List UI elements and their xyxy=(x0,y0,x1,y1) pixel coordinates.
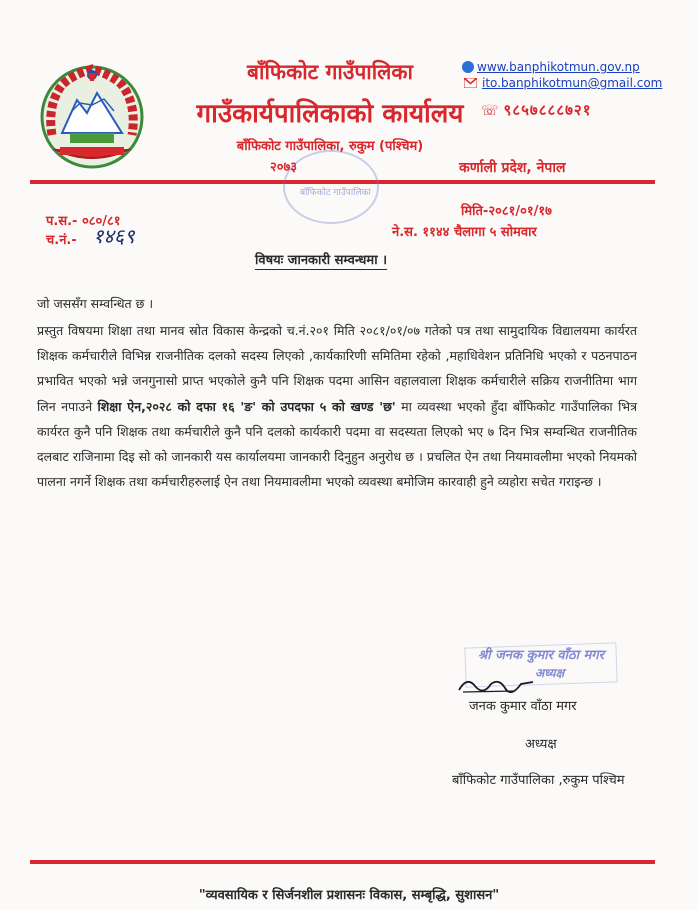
letter-body: प्रस्तुत विषयमा शिक्षा तथा मानव स्रोत विकास केन्द्रको च.नं.२०१ मिति २०८१/०१/०७ गतेको पत्र तथा सामुदायिक विद्यालयमा कार्यरत शिक्षक कर्मचारीले विभिन्न राजनीतिक दलको सदस्य लिएको ,कार्यकारिणी समितिमा रहेको ,महाधिवेशन प्रतिनिधि भएको र पठनपाठन प्रभावित भएको भन्ने जनगुनासो प्राप्त भएकोले कुनै पनि शिक्षक पदमा आसिन वहालवाला शिक्षक कर्मचारीले सक्रिय राजनीतिमा भाग लिन नपाउने शिक्षा ऐन,२०२८ को दफा १६ 'ङ' को उपदफा ५ को खण्ड 'छ' मा व्यवस्था भएको हुँदा बाँफिकोट गाउँपालिका भित्र कार्यरत कुनै पनि शिक्षक तथा कर्मचारीले कुनै पनि दलको कार्यकारी पदमा वा सदस्यता लिएको भए ७ दिन भित्र सम्वन्धित राजनीतिक दलबाट राजिनामा दिइ सो को जानकारी यस कार्यालयमा जानकारी दिनुहुन अनुरोध छ । प्रचलित ऐन तथा नियमावलीमा भएको नियमको पालना नगर्ने शिक्षक तथा कर्मचारीहरुलाई ऐन तथा नियमावलीमा भएको व्यवस्था बमोजिम कारवाही हुने व्यहोरा सचेत गराइन्छ । xyxy=(37,323,637,490)
nepal-emblem-icon xyxy=(32,55,152,175)
gmail-icon xyxy=(464,78,477,88)
signature-stamp-role: अध्यक्ष xyxy=(535,666,565,680)
signatory-role: अध्यक्ष xyxy=(525,737,557,752)
chalani-label: च.नं.- xyxy=(46,233,77,248)
globe-icon xyxy=(462,61,474,73)
province-text: कर्णाली प्रदेश, नेपाल xyxy=(459,160,566,176)
website-link[interactable] xyxy=(462,60,640,74)
email-text: ito.banphikotmun@gmail.com xyxy=(482,76,663,90)
letter-date: मिति-२०८१/०१/१७ xyxy=(461,204,552,219)
letter-greeting: जो जससँग सम्वन्धित छ । xyxy=(37,296,154,311)
municipality-name: बाँफिकोट गाउँपालिका xyxy=(247,60,413,84)
signatory-name: जनक कुमार वाँठा मगर xyxy=(469,699,577,714)
footer-divider xyxy=(30,860,655,864)
website-text: www.banphikotmun.gov.np xyxy=(477,60,640,74)
established-year: २०७३ xyxy=(270,160,298,175)
chalani-number-handwritten: १४६९ xyxy=(93,224,135,248)
signature-stamp-name: श्री जनक कुमार वाँठा मगर xyxy=(478,648,604,663)
handwritten-signature xyxy=(455,672,535,698)
legal-reference: शिक्षा ऐन,२०२८ को दफा १६ 'ङ' को उपदफा ५ को खण्ड 'छ' xyxy=(97,398,396,414)
signatory-office: बाँफिकोट गाउँपालिका ,रुकुम पश्चिम xyxy=(452,773,625,788)
phone-icon: ☏ xyxy=(481,103,500,119)
phone-number: ☏ ९८५७८८८७२१ xyxy=(481,101,592,119)
nepal-sambat-date: ने.स. ११४४ चैलागा ५ सोमवार xyxy=(392,225,537,240)
letter-subject: विषयः जानकारी सम्वन्धमा । xyxy=(255,250,387,270)
office-seal-text: बाँफिकोट गाउँपालिका xyxy=(300,188,371,198)
email-link[interactable] xyxy=(464,76,662,90)
office-name: गाउँकार्यपालिकाको कार्यालय xyxy=(196,99,464,129)
office-address: बाँफिकोट गाउँपालिका, रुकुम (पश्चिम) xyxy=(236,139,424,154)
footer-motto: "व्यवसायिक र सिर्जनशील प्रशासनः विकास, सम्बृद्धि, सुशासन" xyxy=(198,888,500,903)
patra-sankhya: प.स.- ०८०/८१ xyxy=(46,214,121,229)
